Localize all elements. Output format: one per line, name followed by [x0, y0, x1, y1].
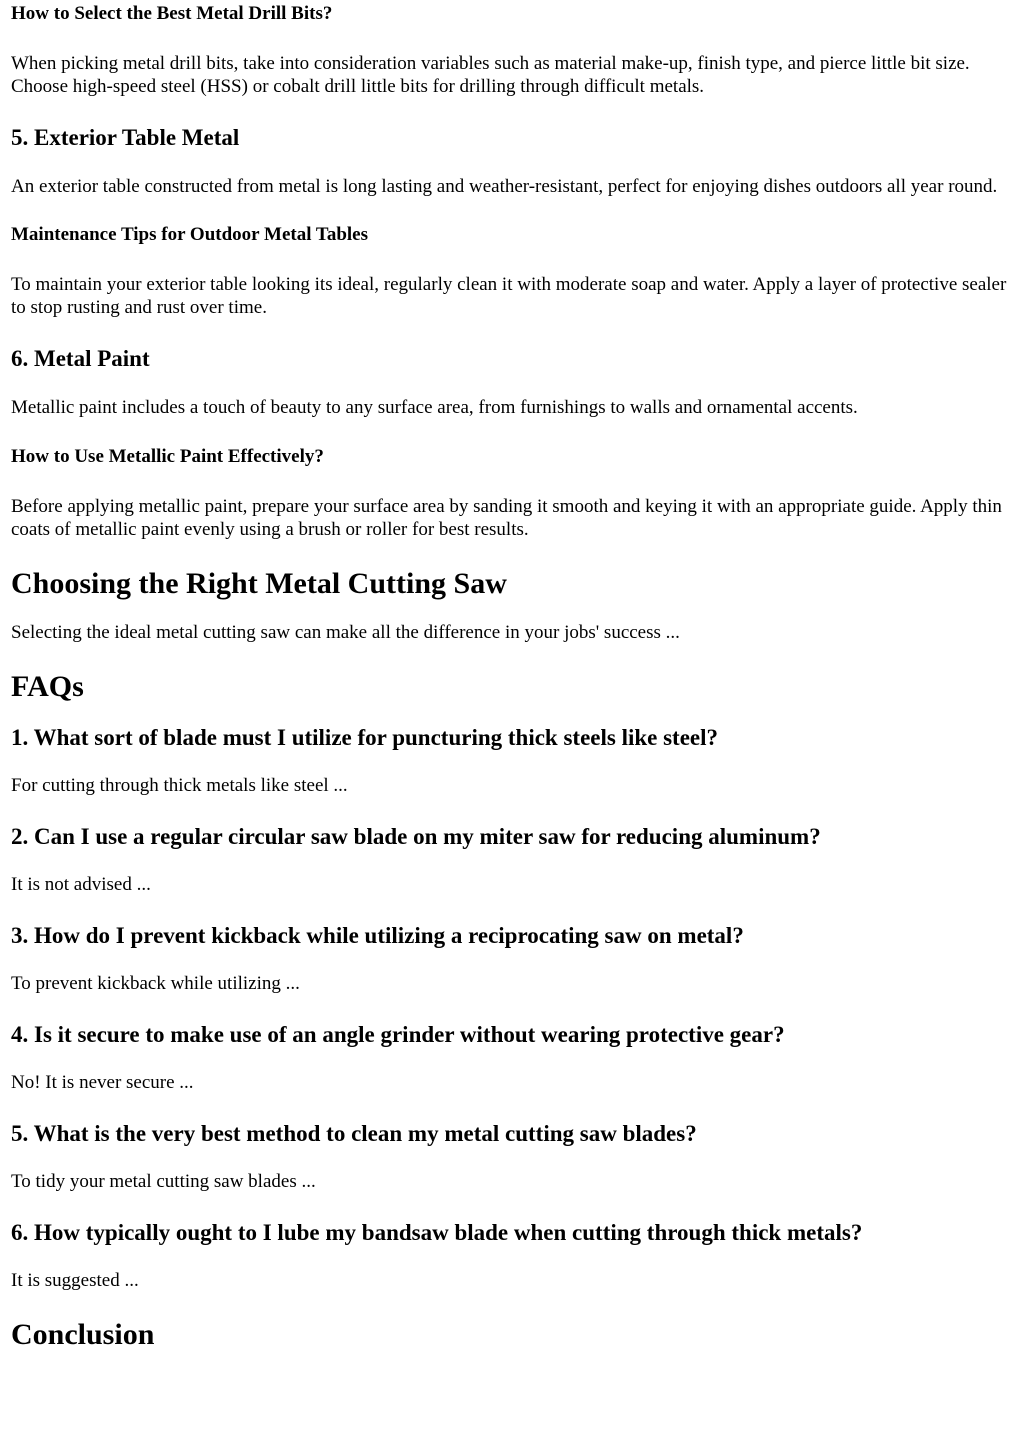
faq-2-question: 2. Can I use a regular circular saw blade on my miter saw for reducing aluminum? [11, 824, 821, 849]
article-body [0, 3, 1024, 1352]
conclusion-heading: Conclusion [11, 1318, 155, 1351]
faq-1-question: 1. What sort of blade must I utilize for puncturing thick steels like steel? [11, 725, 719, 750]
drill-bits-subheading: How to Select the Best Metal Drill Bits? [11, 3, 333, 24]
cutting-saw-heading: Choosing the Right Metal Cutting Saw [11, 567, 507, 600]
metal-paint-paragraph: Metallic paint includes a touch of beauty to any surface area, from furnishings to walls and ornamental accents. [11, 397, 858, 418]
faq-6-question: 6. How typically ought to I lube my bandsaw blade when cutting through thick metals? [11, 1220, 863, 1245]
maintenance-tips-paragraph: To maintain your exterior table looking its ideal, regularly clean it with moderate soap and water. Apply a layer of protective sealer to stop rusting and rust over time. [11, 274, 1007, 318]
exterior-table-paragraph: An exterior table constructed from metal is long lasting and weather-resistant, perfect for enjoying dishes outdoors all year round. [11, 176, 998, 197]
faq-5-question: 5. What is the very best method to clean my metal cutting saw blades? [11, 1121, 697, 1146]
faq-3-answer: To prevent kickback while utilizing ... [11, 973, 300, 994]
faq-5-answer: To tidy your metal cutting saw blades ... [11, 1171, 316, 1192]
faq-6-answer: It is suggested ... [11, 1270, 139, 1291]
faq-4-question: 4. Is it secure to make use of an angle grinder without wearing protective gear? [11, 1022, 785, 1047]
faqs-heading: FAQs [11, 670, 84, 703]
cutting-saw-paragraph: Selecting the ideal metal cutting saw can make all the difference in your jobs' success ... [11, 622, 680, 643]
metallic-paint-paragraph: Before applying metallic paint, prepare your surface area by sanding it smooth and keying it with an appropriate guide. Apply thin coats of metallic paint evenly using a brush or roller for best results. [11, 496, 1002, 540]
maintenance-tips-subheading: Maintenance Tips for Outdoor Metal Tables [11, 224, 368, 245]
metallic-paint-subheading: How to Use Metallic Paint Effectively? [11, 446, 324, 467]
faq-2-answer: It is not advised ... [11, 874, 151, 895]
metal-paint-heading: 6. Metal Paint [11, 346, 150, 371]
faq-1-answer: For cutting through thick metals like steel ... [11, 775, 348, 796]
faq-4-answer: No! It is never secure ... [11, 1072, 194, 1093]
drill-bits-paragraph: When picking metal drill bits, take into consideration variables such as material make-up, finish type, and pierce little bit size. Choose high-speed steel (HSS) or cobalt drill little bits for drilling through difficult metals. [11, 53, 970, 97]
exterior-table-heading: 5. Exterior Table Metal [11, 125, 240, 150]
faq-3-question: 3. How do I prevent kickback while utilizing a reciprocating saw on metal? [11, 923, 744, 948]
